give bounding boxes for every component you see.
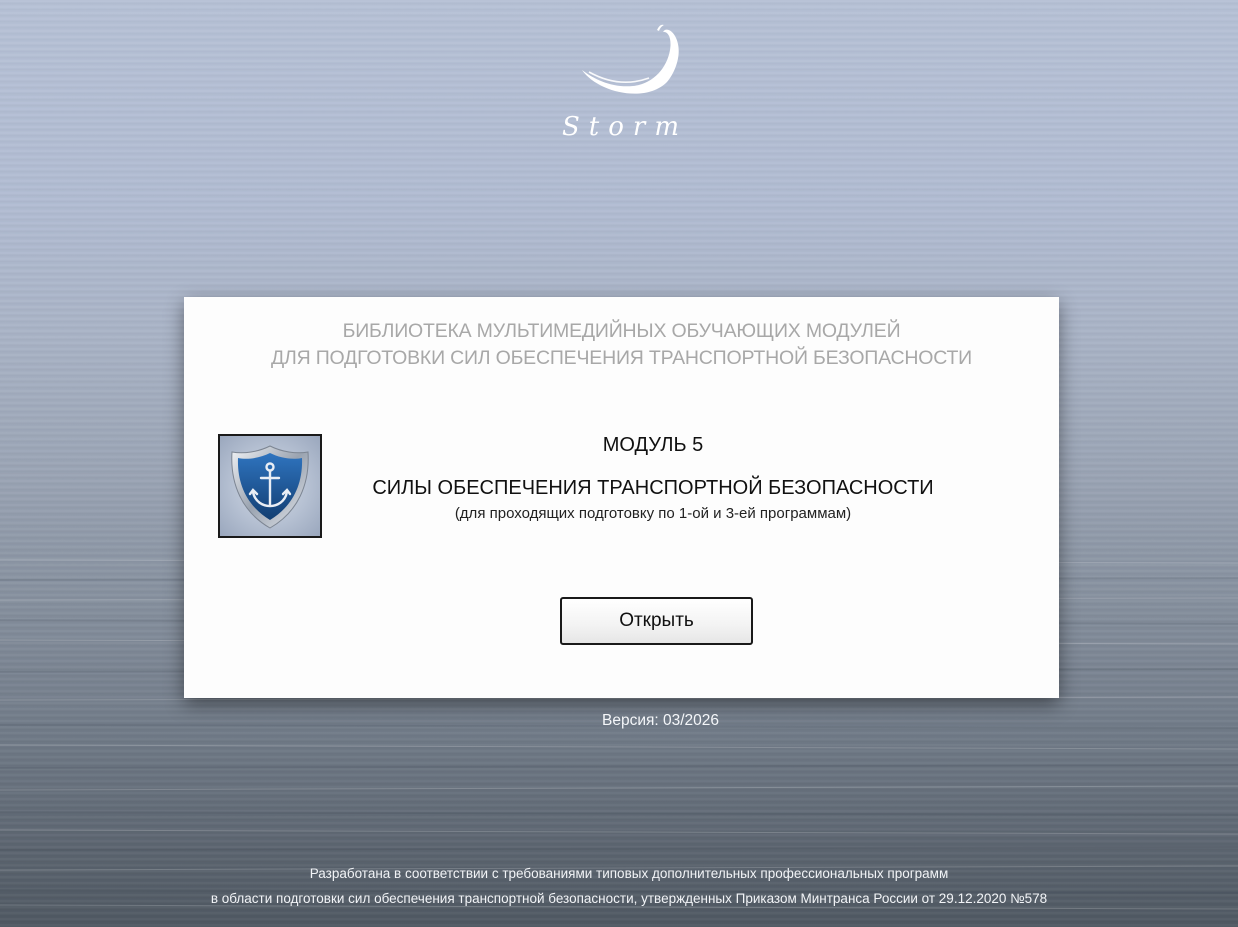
module-number: МОДУЛЬ 5 [602, 434, 704, 456]
library-title-line-1: БИБЛИОТЕКА МУЛЬТИМЕДИЙНЫХ ОБУЧАЮЩИХ МОДУЛЕЙ [342, 320, 901, 342]
module-subtitle: (для проходящих подготовку по 1-ой и 3-ей программам) [454, 505, 852, 522]
library-title [184, 318, 1059, 372]
logo-text: Storm [562, 112, 688, 142]
footer-line-1: Разработана в соответствии с требованиями типовых дополнительных профессиональных программ [309, 866, 949, 881]
module-card [184, 297, 1059, 698]
swan-wave-logo-icon [575, 22, 685, 102]
module-name: СИЛЫ ОБЕСПЕЧЕНИЯ ТРАНСПОРТНОЙ БЕЗОПАСНОСТИ [372, 477, 934, 499]
version-label: Версия: 03/2026 [601, 712, 720, 729]
library-title-line-2: ДЛЯ ПОДГОТОВКИ СИЛ ОБЕСПЕЧЕНИЯ ТРАНСПОРТНОЙ БЕЗОПАСНОСТИ [271, 347, 972, 369]
footer-line-2: в области подготовки сил обеспечения транспортной безопасности, утвержденных Приказом Минтранса России от 29.12.2020 №578 [210, 891, 1048, 906]
footer-note [0, 861, 1238, 911]
open-button[interactable]: Открыть [560, 597, 753, 645]
storm-logo [555, 22, 695, 142]
